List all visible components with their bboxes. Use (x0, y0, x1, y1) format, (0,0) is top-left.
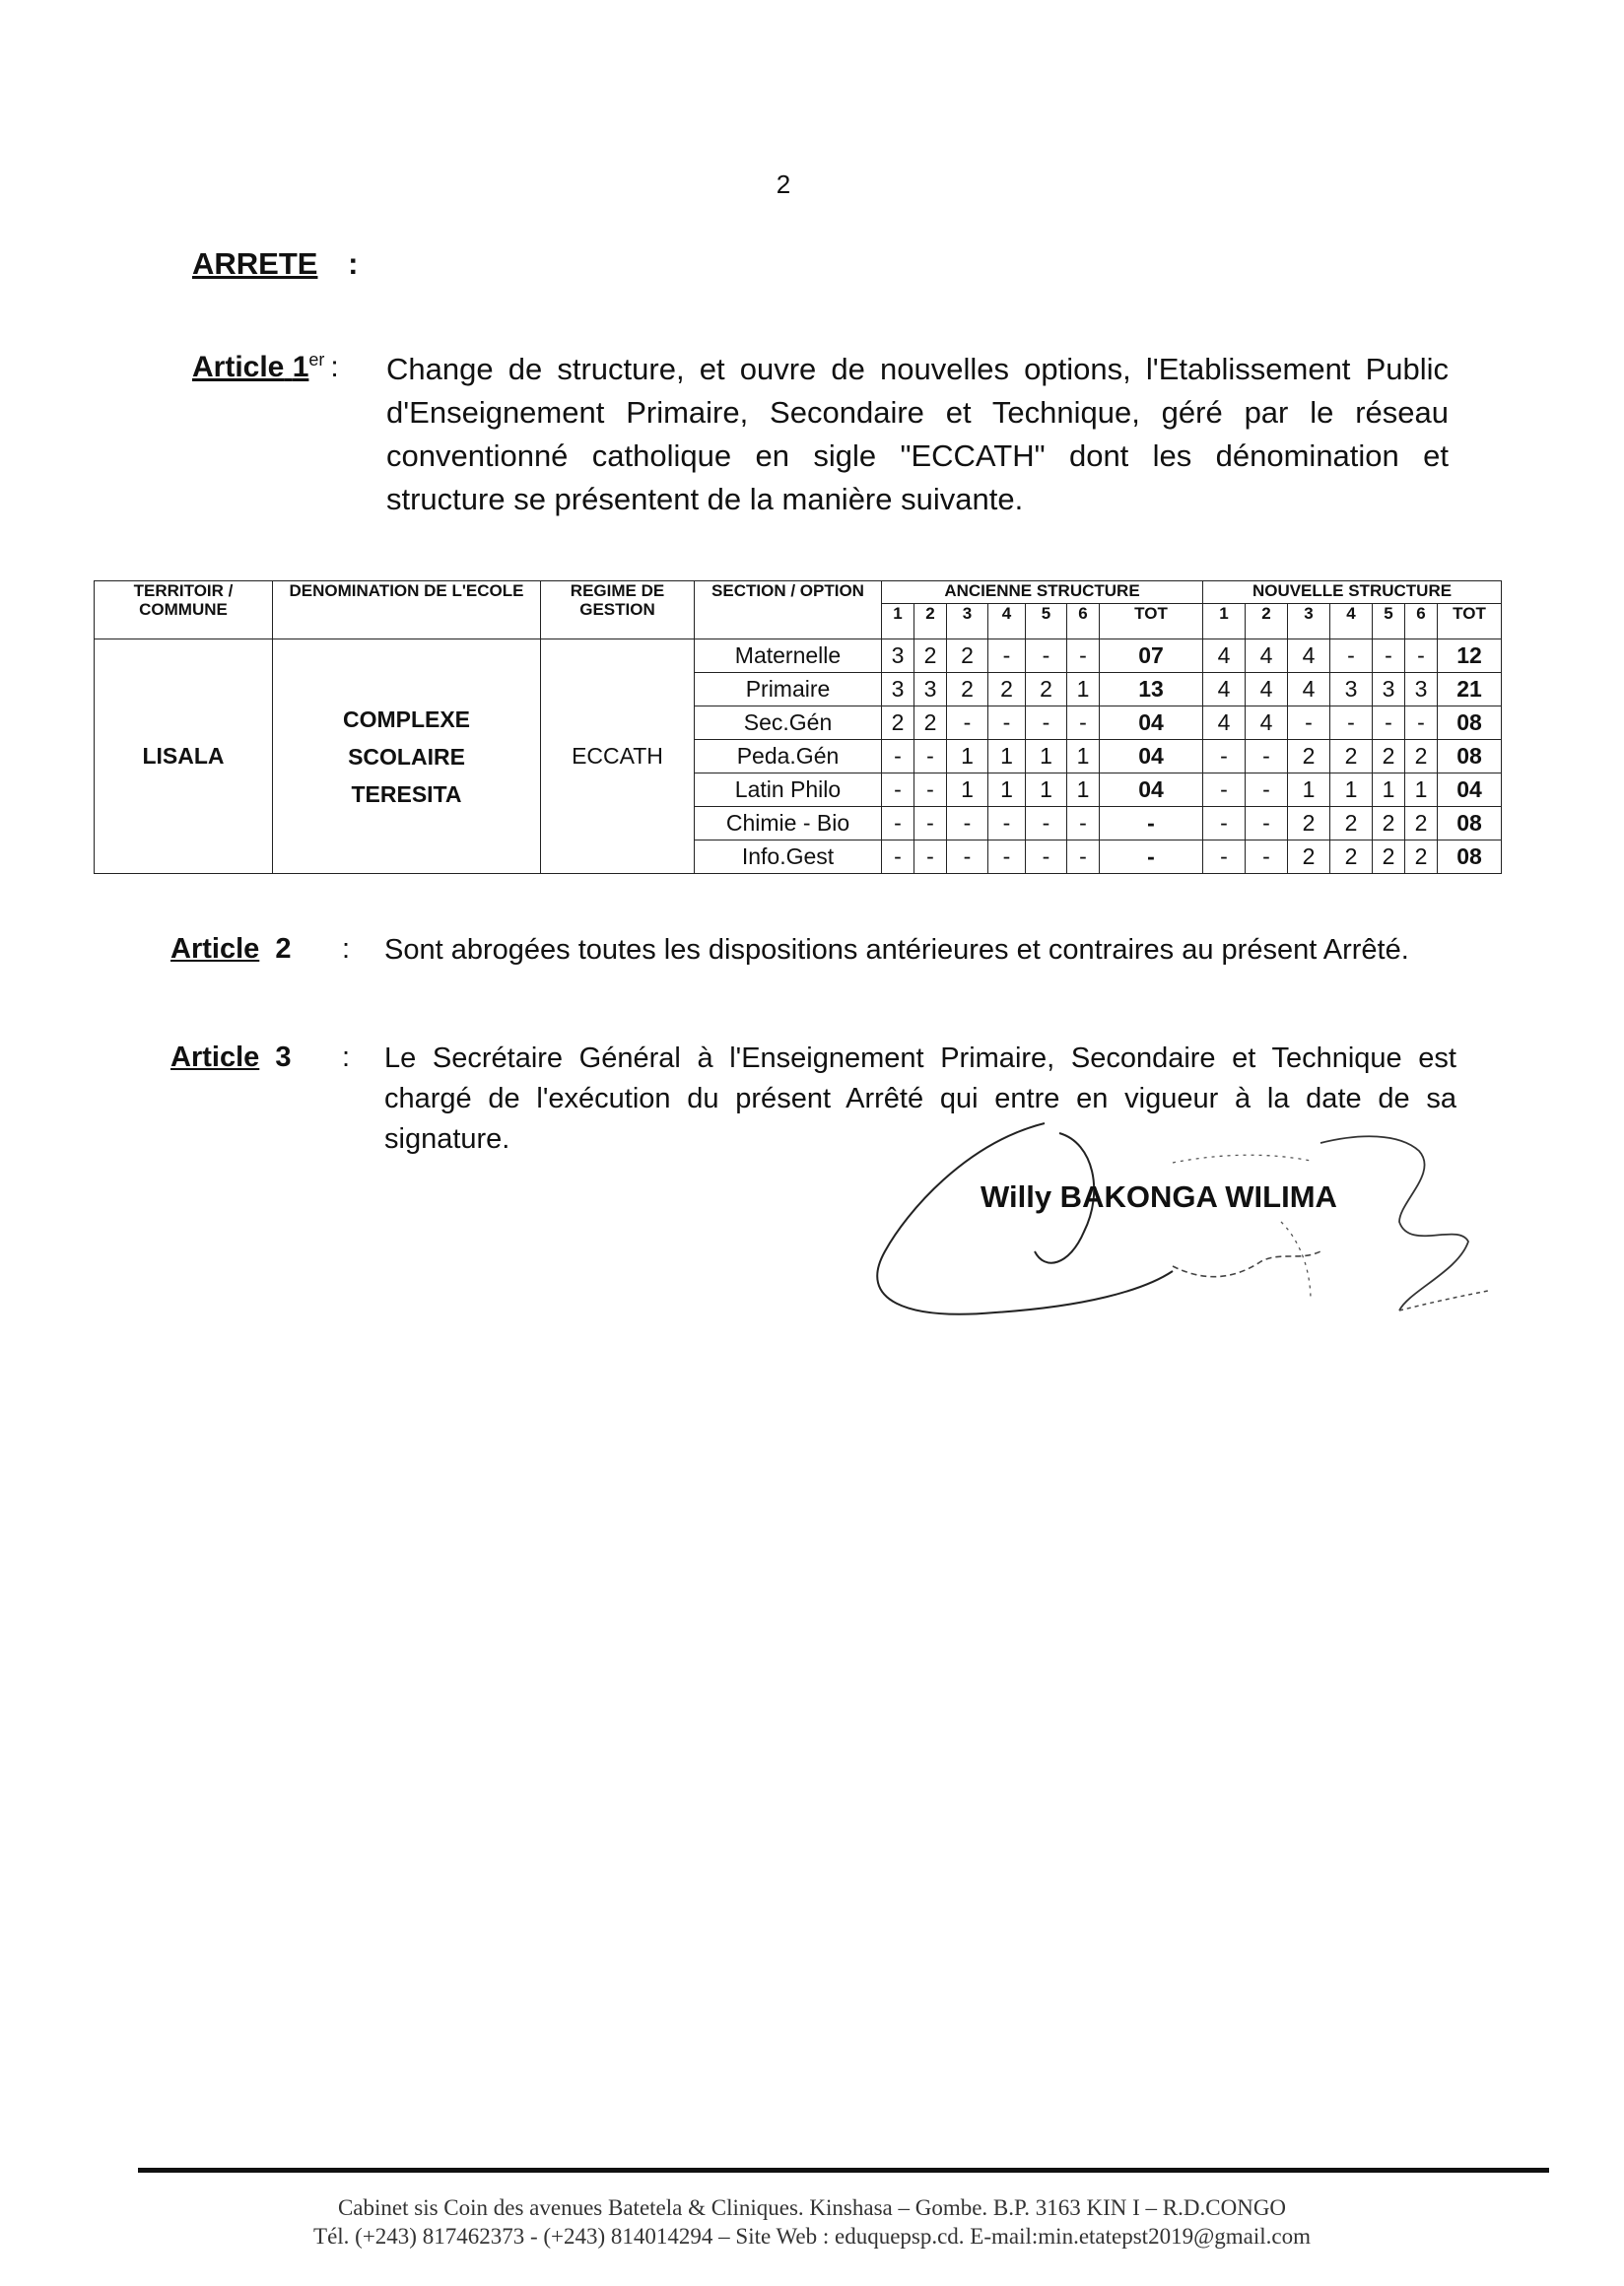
old-class-cell: 1 (1026, 773, 1067, 807)
new-class-cell: - (1288, 706, 1330, 740)
new-class-cell: 2 (1288, 840, 1330, 874)
old-class-cell: - (947, 840, 988, 874)
article-2-label (170, 933, 291, 966)
old-class-cell: - (914, 773, 947, 807)
old-class-cell: 3 (882, 673, 914, 706)
page-number: 2 (776, 169, 791, 199)
old-total-cell: - (1100, 807, 1203, 840)
regime-cell: ECCATH (541, 639, 695, 874)
new-class-cell: 2 (1405, 840, 1438, 874)
territoire-cell: LISALA (95, 639, 273, 874)
old-class-cell: 2 (947, 673, 988, 706)
new-tot-header: TOT (1438, 604, 1502, 639)
new-class-cell: 2 (1405, 807, 1438, 840)
school-name-line: SCOLAIRE (348, 743, 465, 770)
new-class-cell: - (1373, 639, 1405, 673)
old-total-cell: 13 (1100, 673, 1203, 706)
new-total-cell: 12 (1438, 639, 1502, 673)
new-class-4-header: 4 (1330, 604, 1373, 639)
article-2-word: Article (170, 933, 260, 965)
footer-rule (138, 2168, 1549, 2173)
new-class-cell: 2 (1288, 807, 1330, 840)
new-total-cell: 08 (1438, 706, 1502, 740)
old-class-cell: 2 (882, 706, 914, 740)
section-cell: Chimie - Bio (695, 807, 882, 840)
new-class-cell: - (1405, 639, 1438, 673)
new-class-cell: 4 (1203, 673, 1246, 706)
old-class-cell: 2 (1026, 673, 1067, 706)
section-cell: Sec.Gén (695, 706, 882, 740)
new-class-1-header: 1 (1203, 604, 1246, 639)
old-class-cell: 1 (947, 773, 988, 807)
new-class-cell: - (1203, 773, 1246, 807)
old-class-cell: - (882, 773, 914, 807)
old-tot-header: TOT (1100, 604, 1203, 639)
old-class-cell: - (1026, 840, 1067, 874)
old-class-cell: - (1067, 706, 1100, 740)
new-class-cell: 4 (1246, 639, 1288, 673)
new-class-cell: 4 (1203, 706, 1246, 740)
old-total-cell: 07 (1100, 639, 1203, 673)
article-1-colon: : (330, 351, 339, 383)
article-2-text: Sont abrogées toutes les dispositions antérieures et contraires au présent Arrêté. (384, 934, 1409, 966)
signatory-name: Willy BAKONGA WILIMA (981, 1179, 1337, 1214)
header-regime: REGIME DE GESTION (541, 581, 695, 639)
new-class-cell: - (1405, 706, 1438, 740)
school-structure-table (94, 580, 1502, 874)
article-2-number: 2 (275, 933, 292, 965)
old-class-2-header: 2 (914, 604, 947, 639)
old-class-cell: - (914, 807, 947, 840)
old-class-cell: - (882, 807, 914, 840)
old-class-cell: - (914, 740, 947, 773)
school-name-line: TERESITA (351, 780, 462, 807)
new-class-cell: 4 (1288, 673, 1330, 706)
article-1-number: 1 (292, 351, 309, 383)
new-class-cell: 3 (1330, 673, 1373, 706)
new-class-cell: 2 (1330, 840, 1373, 874)
header-territoire: TERRITOIR / COMMUNE (95, 581, 273, 639)
new-class-cell: 4 (1203, 639, 1246, 673)
old-class-cell: - (1026, 639, 1067, 673)
article-2-colon: : (342, 933, 351, 965)
header-denomination: DENOMINATION DE L'ECOLE (273, 581, 541, 639)
new-total-cell: 08 (1438, 840, 1502, 874)
old-class-cell: - (914, 840, 947, 874)
new-class-cell: 3 (1373, 673, 1405, 706)
new-class-cell: 2 (1288, 740, 1330, 773)
old-class-cell: - (1026, 706, 1067, 740)
old-class-cell: - (882, 840, 914, 874)
decree-heading-word: ARRETE (192, 246, 318, 281)
old-class-cell: 2 (947, 639, 988, 673)
new-class-cell: 1 (1330, 773, 1373, 807)
new-total-cell: 08 (1438, 740, 1502, 773)
new-class-cell: - (1246, 840, 1288, 874)
old-class-cell: 1 (947, 740, 988, 773)
new-class-cell: 4 (1246, 673, 1288, 706)
new-class-cell: 1 (1373, 773, 1405, 807)
old-class-cell: - (1067, 840, 1100, 874)
decree-heading (192, 246, 358, 282)
old-class-4-header: 4 (988, 604, 1026, 639)
new-class-cell: - (1246, 773, 1288, 807)
new-class-cell: 1 (1288, 773, 1330, 807)
old-class-cell: 3 (914, 673, 947, 706)
old-class-cell: - (988, 639, 1026, 673)
article-3-word: Article (170, 1042, 260, 1073)
new-class-cell: - (1203, 807, 1246, 840)
new-class-cell: 4 (1288, 639, 1330, 673)
old-class-cell: - (988, 840, 1026, 874)
old-class-cell: - (947, 706, 988, 740)
footer-address: Cabinet sis Coin des avenues Batetela & Cliniques. Kinshasa – Gombe. B.P. 3163 KIN I – R.D.CONGO (337, 2195, 1287, 2220)
new-class-cell: - (1246, 740, 1288, 773)
handwritten-signature (847, 1104, 1518, 1340)
section-cell: Primaire (695, 673, 882, 706)
header-ancienne-structure: ANCIENNE STRUCTURE (882, 581, 1203, 604)
article-3-label (170, 1042, 291, 1074)
new-class-cell: 1 (1405, 773, 1438, 807)
new-class-cell: - (1330, 639, 1373, 673)
new-class-6-header: 6 (1405, 604, 1438, 639)
decree-heading-colon: : (348, 246, 359, 281)
old-class-cell: 2 (988, 673, 1026, 706)
article-3-colon: : (342, 1042, 351, 1073)
article-3-text: Le Secrétaire Général à l'Enseignement Primaire, Secondaire et Technique est chargé de l'exécution du présent Arrêté qui entre en vigueur à la date de sa signature. (384, 1042, 1456, 1155)
old-class-cell: - (947, 807, 988, 840)
section-cell: Maternelle (695, 639, 882, 673)
new-class-cell: - (1203, 740, 1246, 773)
old-class-cell: 2 (914, 639, 947, 673)
old-class-cell: 1 (1067, 773, 1100, 807)
old-class-cell: - (1067, 639, 1100, 673)
old-class-cell: - (1067, 807, 1100, 840)
new-class-cell: 2 (1373, 840, 1405, 874)
article-1-superscript: er (308, 350, 325, 370)
old-class-cell: 1 (988, 740, 1026, 773)
new-class-5-header: 5 (1373, 604, 1405, 639)
new-class-cell: 2 (1330, 807, 1373, 840)
old-class-cell: 3 (882, 639, 914, 673)
old-total-cell: 04 (1100, 740, 1203, 773)
new-class-cell: - (1246, 807, 1288, 840)
new-class-cell: 2 (1405, 740, 1438, 773)
old-class-6-header: 6 (1067, 604, 1100, 639)
table-row (95, 639, 1502, 673)
table-body (95, 639, 1502, 874)
old-class-cell: 2 (914, 706, 947, 740)
new-class-cell: 4 (1246, 706, 1288, 740)
school-name-cell (273, 639, 541, 874)
article-1-word: Article (192, 351, 285, 383)
old-class-cell: - (988, 706, 1026, 740)
footer-contacts: Tél. (+243) 817462373 - (+243) 814014294 – Site Web : eduquepsp.cd. E-mail:min.etatepst2019@gmail.com (313, 2224, 1311, 2249)
new-class-cell: 2 (1330, 740, 1373, 773)
article-3-number: 3 (275, 1042, 292, 1073)
new-class-cell: 2 (1373, 807, 1405, 840)
old-class-cell: 1 (1067, 740, 1100, 773)
new-class-cell: 2 (1373, 740, 1405, 773)
old-total-cell: 04 (1100, 706, 1203, 740)
new-class-cell: - (1373, 706, 1405, 740)
header-nouvelle-structure: NOUVELLE STRUCTURE (1203, 581, 1502, 604)
section-cell: Peda.Gén (695, 740, 882, 773)
new-total-cell: 04 (1438, 773, 1502, 807)
new-total-cell: 08 (1438, 807, 1502, 840)
school-name-line: COMPLEXE (342, 706, 471, 732)
new-class-cell: - (1330, 706, 1373, 740)
new-total-cell: 21 (1438, 673, 1502, 706)
article-1-text: Change de structure, et ouvre de nouvelles options, l'Etablissement Public d'Enseignement Primaire, Secondaire et Technique, géré par le réseau conventionné catholique en sigle "ECCATH" dont les dénomination et structure se présentent de la manière suivante. (386, 352, 1449, 516)
section-cell: Latin Philo (695, 773, 882, 807)
old-total-cell: 04 (1100, 773, 1203, 807)
old-class-cell: 1 (988, 773, 1026, 807)
old-class-cell: - (882, 740, 914, 773)
old-class-3-header: 3 (947, 604, 988, 639)
old-total-cell: - (1100, 840, 1203, 874)
article-1-label (192, 350, 339, 384)
new-class-3-header: 3 (1288, 604, 1330, 639)
header-section: SECTION / OPTION (695, 581, 882, 639)
new-class-cell: - (1203, 840, 1246, 874)
new-class-2-header: 2 (1246, 604, 1288, 639)
old-class-1-header: 1 (882, 604, 914, 639)
section-cell: Info.Gest (695, 840, 882, 874)
new-class-cell: 3 (1405, 673, 1438, 706)
old-class-cell: - (988, 807, 1026, 840)
old-class-cell: 1 (1026, 740, 1067, 773)
old-class-cell: 1 (1067, 673, 1100, 706)
old-class-5-header: 5 (1026, 604, 1067, 639)
old-class-cell: - (1026, 807, 1067, 840)
